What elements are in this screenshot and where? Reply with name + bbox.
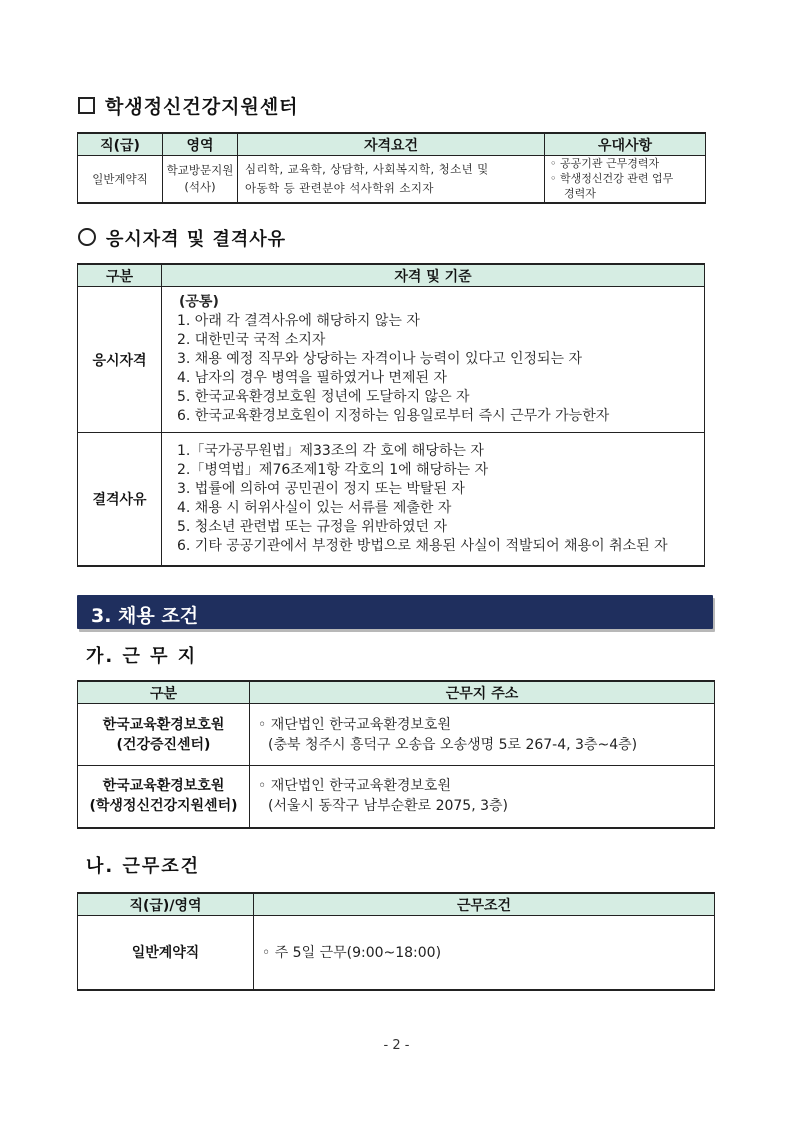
condition-cell: ◦ 주 5일 근무(9:00~18:00) <box>254 916 715 990</box>
checkbox-square-icon <box>78 97 95 114</box>
workplace-table <box>77 680 715 829</box>
list-item: 6. 한국교육환경보호원이 지정하는 임용일로부터 즉시 근무가 가능한자 <box>177 408 610 424</box>
header-category: 구분 <box>78 264 162 287</box>
section-heading-mental-health-center <box>78 92 299 119</box>
center-name-cell <box>78 766 250 828</box>
list-item: 5. 한국교육환경보호원 정년에 도달하지 않은 자 <box>177 389 470 405</box>
table-header-row <box>78 264 705 287</box>
center-name: 한국교육환경보호원 <box>102 778 225 795</box>
preference-line: ◦ 공공기관 근무경력자 <box>550 157 660 171</box>
address-detail: (충북 청주시 흥덕구 오송읍 오송생명 5로 267-4, 3층~4층) <box>268 736 638 753</box>
circle-bullet-icon <box>78 228 96 246</box>
list-item: 1. 아래 각 결격사유에 해당하지 않는 자 <box>177 313 420 329</box>
eligibility-content <box>162 287 705 433</box>
header-address: 근무지 주소 <box>250 681 715 704</box>
section-title: 학생정신건강지원센터 <box>105 96 299 118</box>
common-label: (공통) <box>179 294 219 310</box>
preferences-cell <box>545 156 706 203</box>
area-cell <box>163 156 238 203</box>
rank-cell: 일반계약직 <box>78 916 254 990</box>
subheading-workplace: 가. 근 무 지 <box>86 646 198 667</box>
header-rank: 직(급) <box>78 133 163 156</box>
list-item: 2.「병역법」제76조제1항 각호의 1에 해당하는 자 <box>177 461 489 478</box>
header-criteria: 자격 및 기준 <box>162 264 705 287</box>
center-subname: (학생정신건강지원센터) <box>89 798 238 815</box>
preference-line: 경력자 <box>564 187 596 201</box>
section-bar-employment-conditions <box>77 595 713 629</box>
conditions-table <box>77 892 715 991</box>
header-work-conditions: 근무조건 <box>254 893 715 916</box>
list-item: 6. 기타 공공기관에서 부정한 방법으로 채용된 사실이 적발되어 채용이 취소된 자 <box>177 537 668 554</box>
table-header-row <box>78 133 706 156</box>
rank-cell <box>78 156 163 203</box>
section-bar-title: 3. 채용 조건 <box>91 605 199 627</box>
header-requirements: 자격요건 <box>238 133 545 156</box>
list-item: 5. 청소년 관련법 또는 규정을 위반하였던 자 <box>177 518 447 535</box>
list-item: 3. 채용 예정 직무와 상당하는 자격이나 능력이 있다고 인정되는 자 <box>177 351 583 367</box>
section-title: 응시자격 및 결격사유 <box>106 229 287 250</box>
table-row <box>78 916 715 990</box>
center-subname: (건강증진센터) <box>116 736 211 753</box>
subheading-conditions: 나. 근무조건 <box>86 856 201 877</box>
rank-text: 일반계약직 <box>92 171 148 186</box>
address-cell <box>250 766 715 828</box>
header-preferences: 우대사항 <box>545 133 706 156</box>
header-rank-area: 직(급)/영역 <box>78 893 254 916</box>
requirements-cell <box>238 156 545 203</box>
table-row <box>78 704 715 766</box>
section-heading-eligibility <box>78 225 286 251</box>
list-item: 2. 대한민국 국적 소지자 <box>177 332 326 348</box>
requirements-line: 아동학 등 관련분야 석사학위 소지자 <box>245 180 434 195</box>
address-cell <box>250 704 715 766</box>
header-area: 영역 <box>163 133 238 156</box>
table-row <box>78 766 715 828</box>
eligibility-label: 응시자격 <box>78 287 162 433</box>
disqualification-content <box>162 433 705 566</box>
list-item: 4. 남자의 경우 병역을 필하였거나 면제된 자 <box>177 370 447 386</box>
requirements-line: 심리학, 교육학, 상담학, 사회복지학, 청소년 및 <box>245 161 489 176</box>
list-item: 4. 채용 시 허위사실이 있는 서류를 제출한 자 <box>177 499 452 516</box>
address-detail: (서울시 동작구 남부순환로 2075, 3층) <box>268 798 508 815</box>
center-name: 한국교육환경보호원 <box>102 716 225 733</box>
area-line: (석사) <box>184 179 216 194</box>
area-line: 학교방문지원 <box>166 162 234 177</box>
table-header-row <box>78 893 715 916</box>
table-row <box>78 156 706 203</box>
qualification-table <box>77 132 706 204</box>
preference-line: ◦ 학생정신건강 관련 업무 <box>550 172 674 186</box>
table-row <box>78 287 705 433</box>
address-org: ◦ 재단법인 한국교육환경보호원 <box>258 716 451 733</box>
page-number: - 2 - <box>383 1038 410 1053</box>
header-category: 구분 <box>78 681 250 704</box>
disqualification-label: 결격사유 <box>78 433 162 566</box>
list-item: 1.「국가공무원법」제33조의 각 호에 해당하는 자 <box>177 442 484 459</box>
eligibility-table <box>77 263 705 567</box>
table-header-row <box>78 681 715 704</box>
list-item: 3. 법률에 의하여 공민권이 정지 또는 박탈된 자 <box>177 480 465 497</box>
address-org: ◦ 재단법인 한국교육환경보호원 <box>258 778 451 795</box>
center-name-cell <box>78 704 250 766</box>
table-row <box>78 433 705 566</box>
